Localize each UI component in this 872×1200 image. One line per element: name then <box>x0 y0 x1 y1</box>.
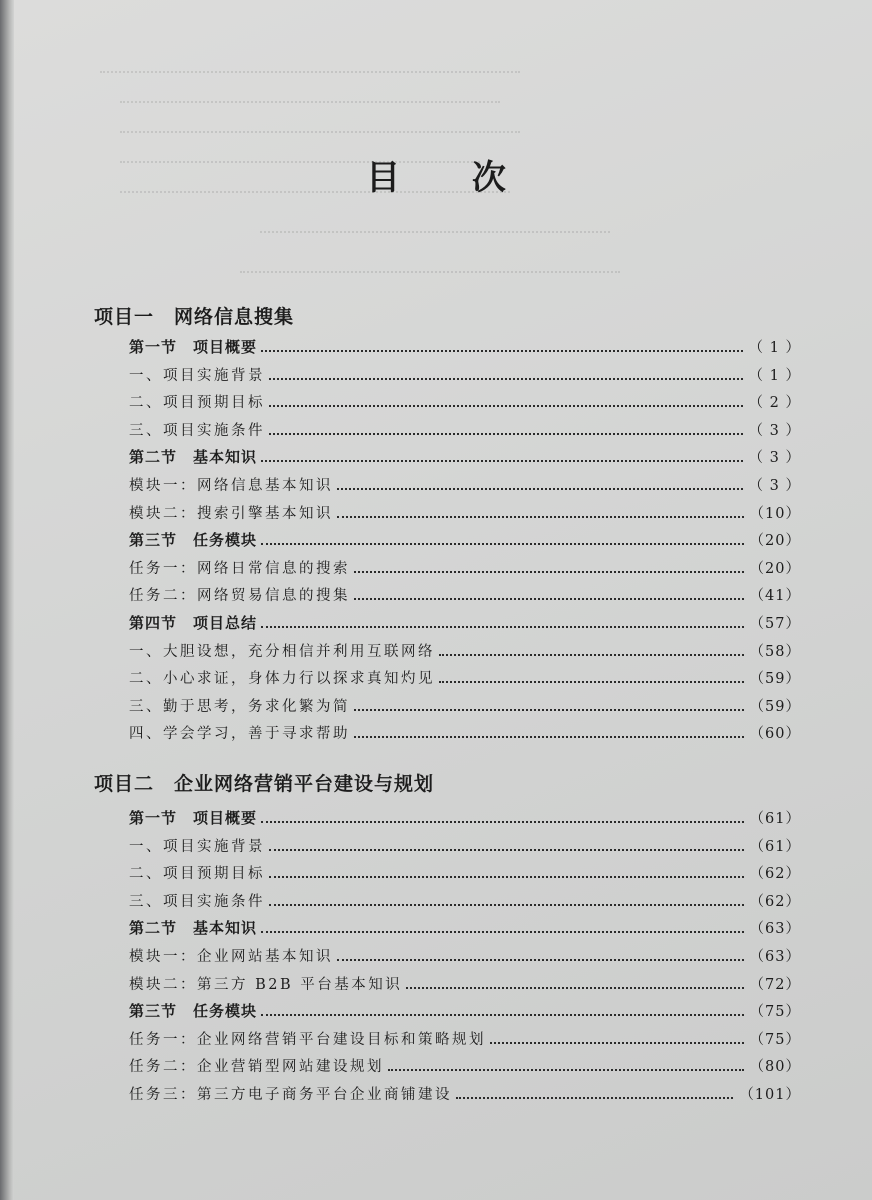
toc-entry-page: （101） <box>739 1087 801 1103</box>
toc-entry <box>129 552 801 578</box>
toc-entry-page: （ 3 ） <box>748 450 801 467</box>
toc-entry-label: 任务三：第三方电子商务平台企业商铺建设 <box>129 1087 452 1103</box>
toc-entry-label: 任务二：网络贸易信息的搜集 <box>129 588 350 605</box>
toc-entry <box>129 1023 801 1049</box>
dot-leader <box>337 516 744 518</box>
toc-entry-label: 三、勤于思考，务求化繁为简 <box>129 698 350 715</box>
toc-entry-page: （20） <box>749 533 801 550</box>
toc-entry-page: （63） <box>749 921 801 938</box>
toc-entry <box>129 1078 801 1104</box>
toc-entry-page: （ 3 ） <box>748 478 801 494</box>
toc-entry-label: 四、学会学习，善于寻求帮助 <box>129 726 350 743</box>
toc-entry-page: （62） <box>749 893 801 910</box>
toc-entry-page: （59） <box>749 698 801 715</box>
toc-entry <box>129 717 801 743</box>
toc-entry-label: 模块二：搜索引擎基本知识 <box>129 505 333 522</box>
toc-entry-page: （58） <box>749 643 801 660</box>
toc-entry-label: 三、项目实施条件 <box>129 422 265 439</box>
dot-leader <box>354 598 744 600</box>
toc-entry-label: 二、小心求证，身体力行以探求真知灼见 <box>129 671 435 688</box>
toc-section-entry <box>129 441 801 467</box>
dot-leader <box>490 1042 744 1044</box>
dot-leader <box>354 709 744 711</box>
dot-leader <box>439 681 744 683</box>
dot-leader <box>269 405 743 407</box>
toc-entry-label: 一、大胆设想，充分相信并利用互联网络 <box>129 643 435 660</box>
toc-entry-label: 任务二：企业营销型网站建设规划 <box>129 1059 384 1076</box>
toc-entry-label: 模块二：第三方 B2B 平台基本知识 <box>129 976 403 993</box>
dot-leader <box>354 736 744 738</box>
dot-leader <box>261 1014 744 1016</box>
toc-entry-page: （61） <box>749 838 801 855</box>
toc-entry <box>129 940 801 966</box>
toc-entry-label: 三、项目实施条件 <box>129 893 265 910</box>
toc-entry-label: 第三节 任务模块 <box>129 1002 258 1021</box>
toc-section-entry <box>129 802 801 828</box>
toc-entry-label: 任务一：企业网络营销平台建设目标和策略规划 <box>129 1031 486 1048</box>
toc-entry-page: （62） <box>749 866 801 883</box>
toc-entry-label: 模块一：企业网站基本知识 <box>129 949 333 965</box>
toc-entry-page: （ 3 ） <box>748 422 801 439</box>
dot-leader <box>261 626 744 628</box>
toc-section-entry <box>129 607 801 633</box>
dot-leader <box>261 821 744 823</box>
toc-entry-page: （20） <box>749 560 801 577</box>
dot-leader <box>406 987 743 989</box>
dot-leader <box>439 654 744 656</box>
dot-leader <box>261 543 744 545</box>
dot-leader <box>456 1097 733 1099</box>
toc-entry-page: （57） <box>749 616 801 632</box>
dot-leader <box>261 931 744 933</box>
toc-entry <box>129 579 801 605</box>
dot-leader <box>269 849 744 851</box>
toc-entry-label: 任务一：网络日常信息的搜索 <box>129 560 350 577</box>
toc-entry-label: 第二节 基本知识 <box>129 919 258 938</box>
toc-entry <box>129 690 801 716</box>
toc-entry-label: 第四节 项目总结 <box>129 614 258 632</box>
toc-entry <box>129 885 801 911</box>
toc-entry <box>129 414 801 440</box>
toc-entry <box>129 635 801 661</box>
toc-entry-page: （ 2 ） <box>748 395 801 412</box>
toc-entry-label: 第一节 项目概要 <box>129 809 258 827</box>
toc-entry-page: （75） <box>749 1031 801 1048</box>
part-heading: 项目二 企业网络营销平台建设与规划 <box>94 773 435 795</box>
toc-section-entry <box>129 524 801 550</box>
dot-leader <box>269 876 744 878</box>
toc-entry-label: 第三节 任务模块 <box>129 531 258 550</box>
toc-entry <box>129 857 801 883</box>
toc-entry <box>129 830 801 856</box>
dot-leader <box>269 904 744 906</box>
toc-entry-label: 模块一：网络信息基本知识 <box>129 478 333 494</box>
toc-entry-page: （41） <box>749 588 801 605</box>
dot-leader <box>388 1069 744 1071</box>
toc-entry-label: 二、项目预期目标 <box>129 395 265 412</box>
toc-entry-page: （61） <box>749 811 801 827</box>
toc-entry-page: （60） <box>749 726 801 743</box>
toc-section-entry <box>129 995 801 1021</box>
toc-entry-label: 一、项目实施背景 <box>129 838 265 855</box>
dot-leader <box>269 433 743 435</box>
toc-entry-page: （ 1 ） <box>748 340 801 356</box>
dot-leader <box>261 350 743 352</box>
dot-leader <box>269 378 743 380</box>
part-heading: 项目一 网络信息搜集 <box>94 306 295 328</box>
dot-leader <box>354 571 744 573</box>
toc-entry-page: （63） <box>749 949 801 965</box>
dot-leader <box>261 460 743 462</box>
toc-entry-page: （59） <box>749 671 801 688</box>
toc-entry-label: 二、项目预期目标 <box>129 866 265 883</box>
toc-entry-page: （72） <box>749 976 801 993</box>
toc-section-entry <box>129 331 801 357</box>
toc-entry <box>129 968 801 994</box>
toc-entry-page: （75） <box>749 1004 801 1021</box>
dot-leader <box>337 959 744 961</box>
toc-entry <box>129 359 801 385</box>
toc-entry-page: （10） <box>749 505 801 522</box>
toc-entry-page: （80） <box>749 1059 801 1076</box>
toc-entry <box>129 662 801 688</box>
toc-entry-label: 第二节 基本知识 <box>129 448 258 467</box>
toc-entry-page: （ 1 ） <box>748 367 801 384</box>
toc-entry <box>129 497 801 523</box>
page-title: 目 次 <box>366 158 536 198</box>
toc-entry <box>129 386 801 412</box>
toc-entry <box>129 1050 801 1076</box>
toc-entry-label: 第一节 项目概要 <box>129 338 258 356</box>
dot-leader <box>337 488 743 490</box>
toc-entry-label: 一、项目实施背景 <box>129 367 265 384</box>
toc-section-entry <box>129 912 801 938</box>
toc-entry <box>129 469 801 495</box>
